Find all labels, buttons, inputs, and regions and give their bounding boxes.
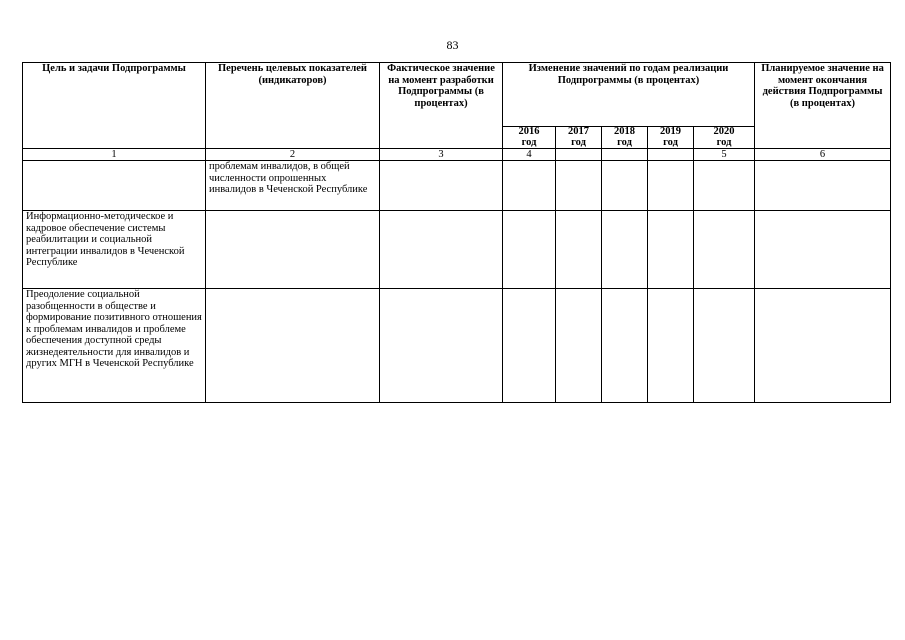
- header-change-by-year: Изменение значений по годам реализации Подпрограммы (в процентах): [503, 63, 755, 127]
- year-value-cell: [648, 289, 694, 403]
- column-number: 6: [755, 149, 891, 161]
- column-number: 3: [380, 149, 503, 161]
- table-row: [23, 289, 891, 403]
- column-number: 1: [23, 149, 206, 161]
- header-year-2019: 2019 год: [648, 127, 694, 149]
- header-indicators: Перечень целевых показателей (индикаторов): [206, 63, 380, 149]
- indicator-cell: [206, 211, 380, 289]
- year-value-cell: [694, 161, 755, 211]
- year-value-cell: [648, 211, 694, 289]
- actual-value-cell: [380, 289, 503, 403]
- planned-value-cell: [755, 211, 891, 289]
- year-value-cell: [503, 289, 556, 403]
- column-number: [602, 149, 648, 161]
- year-value-cell: [556, 289, 602, 403]
- header-actual-value: Фактическое значение на момент разработки Подпрограммы (в процентах): [380, 63, 503, 149]
- header-year-2016: 2016 год: [503, 127, 556, 149]
- table-row: [23, 161, 891, 211]
- column-number: 5: [694, 149, 755, 161]
- year-value-cell: [556, 161, 602, 211]
- goal-cell: [23, 161, 206, 211]
- goal-cell: Информационно-методическое и кадровое обеспечение системы реабилитации и социальной интеграции инвалидов в Чеченской Республике: [23, 211, 206, 289]
- planned-value-cell: [755, 161, 891, 211]
- actual-value-cell: [380, 161, 503, 211]
- indicators-table: [22, 62, 891, 403]
- actual-value-cell: [380, 211, 503, 289]
- header-goal: Цель и задачи Подпрограммы: [23, 63, 206, 149]
- header-year-2018: 2018 год: [602, 127, 648, 149]
- indicator-cell: проблемам инвалидов, в общей численности опрошенных инвалидов в Чеченской Республике: [206, 161, 380, 211]
- year-value-cell: [602, 161, 648, 211]
- year-value-cell: [602, 289, 648, 403]
- column-number-row: [23, 149, 891, 161]
- header-row-main: [23, 63, 891, 127]
- column-number: [556, 149, 602, 161]
- goal-cell: Преодоление социальной разобщенности в обществе и формирование позитивного отношения к проблемам инвалидов и проблеме обеспечения доступной среды жизнедеятельности для инвалидов и других МГН в Чеченской Республике: [23, 289, 206, 403]
- column-number: [648, 149, 694, 161]
- planned-value-cell: [755, 289, 891, 403]
- indicator-cell: [206, 289, 380, 403]
- year-value-cell: [694, 211, 755, 289]
- year-value-cell: [503, 161, 556, 211]
- header-year-2017: 2017 год: [556, 127, 602, 149]
- page-number: 83: [446, 38, 459, 52]
- header-planned-value: Планируемое значение на момент окончания действия Подпрограммы (в процентах): [755, 63, 891, 149]
- table-row: [23, 211, 891, 289]
- year-value-cell: [694, 289, 755, 403]
- year-value-cell: [556, 211, 602, 289]
- column-number: 2: [206, 149, 380, 161]
- column-number: 4: [503, 149, 556, 161]
- year-value-cell: [602, 211, 648, 289]
- year-value-cell: [648, 161, 694, 211]
- year-value-cell: [503, 211, 556, 289]
- header-year-2020: 2020 год: [694, 127, 755, 149]
